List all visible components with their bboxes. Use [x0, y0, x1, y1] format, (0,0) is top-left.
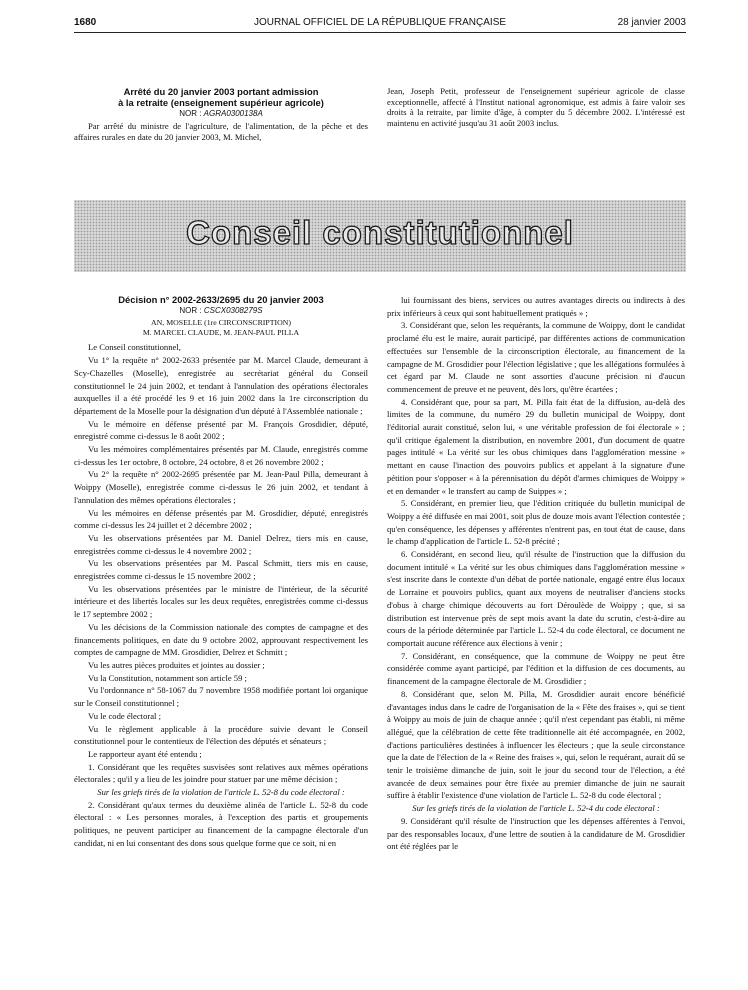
parties-line2: M. MARCEL CLAUDE, M. JEAN-PAUL PILLA [142, 328, 300, 338]
arrete-right-column [387, 86, 685, 129]
decision-nor-code: CSCX0308279S [203, 306, 263, 315]
decision-left-column [74, 294, 368, 850]
journal-title: JOURNAL OFFICIEL DE LA RÉPUBLIQUE FRANÇAISE [253, 17, 507, 28]
paragraph: Vu les observations présentées par M. Pascal Schmitt, tiers mis en cause, enregistrées comme ci-dessus le 15 novembre 2002 ; [74, 558, 368, 582]
paragraph: Vu les observations présentées par M. Daniel Delrez, tiers mis en cause, enregistrées comme ci-dessus le 4 novembre 2002 ; [74, 532, 368, 556]
arrete-title-line1: Arrêté du 20 janvier 2003 portant admission [123, 86, 319, 97]
paragraph: Vu les mémoires en défense présentés par M. Grosdidier, député, enregistrés comme ci-dessus les 24 juillet et 2 décembre 2002 ; [74, 507, 368, 531]
paragraph: 6. Considérant, en second lieu, qu'il résulte de l'instruction que la diffusion du document intitulé « La vérité sur les obus chimiques dans l'agglomération messine » s'est inscrite dans le contexte d'un débat de portée nationale, engagé entre élus locaux de Lorraine et pouvoirs publics, quant aux moyens de neutraliser d'anciens stocks d'obus à charge chimique découverts au fort Déroulède de Woippy ; que, si sa distribution est intervenue près de sept mois avant la date du scrutin, c'est-à-dire au cours de la période déterminée par l'article L. 52-4 du code électoral, ce document ne comportait aucune référence aux élections à venir ; [387, 549, 685, 648]
issue-date: 28 janvier 2003 [617, 17, 686, 28]
paragraph: 5. Considérant, en premier lieu, que l'édition critiquée du bulletin municipal de Woippy a été diffusée en mai 2001, soit plus de douze mois avant l'élection contestée ; qu'en conséquence, les dépenses y afférentes n'entrent pas, en tout état de cause, dans le champ d'application de l'article L. 52-8 précité ; [387, 498, 685, 547]
arrete-title-line2: à la retraite (enseignement supérieur agricole) [118, 97, 324, 108]
paragraph: 3. Considérant que, selon les requérants, la commune de Woippy, dont le candidat proclamé élu est le maire, aurait participé, par différentes actions de communication effectuées sur l'ensemble de la circonscription électorale, au financement de la campagne de M. Grosdidier pour l'élection législative ; que les allégations formulées à cet égard par M. Claude ne sont assorties d'aucune précision ni d'aucun commencement de preuve et ne peuvent, dès lors, qu'être écartées ; [387, 320, 685, 394]
paragraph: Vu les mémoires complémentaires présentés par M. Claude, enregistrés comme ci-dessus les 1er octobre, 8 octobre, 24 octobre, 8 et 26 novembre 2002 ; [74, 444, 368, 467]
right-paragraphs [387, 294, 685, 802]
arrete-nor-code: AGRA0300138A [203, 109, 263, 118]
paragraph: Vu l'ordonnance n° 58-1067 du 7 novembre 1958 modifiée portant loi organique sur le Conseil constitutionnel ; [74, 685, 368, 709]
right-subheading: Sur les griefs tirés de la violation de l'article L. 52-4 du code électoral : [412, 803, 660, 814]
banner-title: Conseil constitutionnel [186, 214, 574, 251]
paragraph: Vu le mémoire en défense présenté par M. François Grosdidier, député, enregistré comme ci-dessus le 8 août 2002 ; [74, 418, 368, 442]
page-header [74, 16, 686, 30]
section-banner [74, 200, 686, 272]
paragraph: Vu le règlement applicable à la procédure suivie devant le Conseil constitutionnel pour le contentieux de l'élection des députés et sénateurs ; [74, 723, 368, 747]
paragraph: Vu 1° la requête n° 2002-2633 présentée par M. Marcel Claude, demeurant à Scy-Chazelles (Moselle), enregistrée au secrétariat général du Conseil constitutionnel le 24 juin 2002, et tendant à l'annulation des opérations électorales auxquelles il a été procédé les 9 et 16 juin 2002 dans la 1re circonscription du département de la Moselle pour la désignation d'un député à l'Assemblée nationale ; [74, 355, 368, 416]
paragraph: Vu la Constitution, notamment son article 59 ; [88, 672, 247, 683]
decision-right-column [387, 294, 685, 853]
paragraph: Vu les décisions de la Commission nationale des comptes de campagne et des financements politiques, en date du 9 octobre 2002, approuvant respectivement les comptes de campagne de MM. Grosdidier, Delrez et Schmitt ; [74, 621, 368, 658]
page-number: 1680 [74, 17, 97, 28]
paragraph: Vu les autres pièces produites et jointes au dossier ; [88, 659, 265, 670]
paragraph: Vu les observations présentées par le ministre de l'intérieur, de la sécurité intérieure et des libertés locales sur les deux requêtes, enregistrées comme ci-dessus le 17 septembre 2002 ; [74, 583, 368, 620]
decision-nor-label: NOR : [179, 306, 204, 315]
header-rule [74, 32, 686, 33]
decision-nor [74, 305, 368, 316]
paragraph: Vu 2° la requête n° 2002-2695 présentée par M. Jean-Paul Pilla, demeurant à Woippy (Moselle), enregistrée comme ci-dessus le 26 juin 2002, et tendant à l'annulation des mêmes opérations électorales ; [74, 469, 368, 505]
parties-line1: AN, MOSELLE (1re CIRCONSCRIPTION) [151, 318, 291, 327]
left-subheading: Sur les griefs tirés de la violation de l'article L. 52-8 du code électoral : [97, 787, 345, 798]
left-final-paragraph: 2. Considérant qu'aux termes du deuxième alinéa de l'article L. 52-8 du code électoral : « Les personnes morales, à l'exception des partis et groupements politiques, ne peuvent participer au financement de la campagne électorale d'un candidat, ni en lui consentant des dons sous quelque forme que ce soit, ni en [74, 799, 368, 848]
paragraph: Le rapporteur ayant été entendu ; [88, 748, 202, 759]
arrete-text-right: Jean, Joseph Petit, professeur de l'enseignement supérieur agricole de classe exceptionnelle, affecté à l'Institut national agronomique, est admis à faire valoir ses droits à la retraite, par limite d'âge, à compter du 5 décembre 2002. L'intéressé est maintenu en activité jusqu'au 31 août 2003 inclus. [387, 86, 685, 129]
arrete-nor [74, 108, 368, 119]
decision-title: Décision n° 2002-2633/2695 du 20 janvier 2003 [118, 294, 324, 305]
paragraph: 4. Considérant que, pour sa part, M. Pilla fait état de la diffusion, au-delà des limites de la commune, du numéro 29 du bulletin municipal de Woippy, dont l'éditorial aurait constitué, selon lui, « une véritable profession de foi électorale » ; qu'il critique également la distribution, en novembre 2001, d'un document de quatre pages intitulé « La vérité sur les obus chimiques dans l'agglomération messine » mettant en cause l'inaction des pouvoirs publics et appelant à la signature d'une pétition pour s'opposer « à la pérennisation du dépôt d'armes chimiques de Woippy » et en demander « le transfert au camp de Suippes » ; [387, 396, 685, 496]
paragraph: 7. Considérant, en conséquence, que la commune de Woippy ne peut être considérée comme ayant participé, par l'édition et la diffusion de ces documents, au financement de la campagne électorale de M. Grosdidier ; [387, 650, 685, 687]
arrete-text-left: Par arrêté du ministre de l'agriculture, de l'alimentation, de la pêche et des affaires rurales en date du 20 janvier 2003, M. Michel, [74, 121, 368, 142]
arrete-left-column [74, 86, 368, 142]
paragraph: lui fournissant des biens, services ou autres avantages directs ou indirects à des prix inférieurs à ceux qui sont habituellement pratiqués » ; [387, 295, 685, 318]
right-final-paragraph: 9. Considérant qu'il résulte de l'instruction que les dépenses afférentes à l'envoi, par des responsables locaux, d'une lettre de soutien à la candidature de M. Grosdidier ont été réglées par le [387, 815, 685, 852]
paragraph: Le Conseil constitutionnel, [88, 342, 181, 353]
left-paragraphs [74, 341, 368, 786]
paragraph: Vu le code électoral ; [88, 710, 161, 721]
paragraph: 1. Considérant que les requêtes susvisées sont relatives aux mêmes opérations électorales ; qu'il y a lieu de les joindre pour statuer par une même décision ; [74, 761, 368, 785]
paragraph: 8. Considérant que, selon M. Pilla, M. Grosdidier aurait encore bénéficié d'avantages indus dans le cadre de l'organisation de la « Fête des fraises », qui se tient à Woippy au mois de juin de chaque année ; qu'il n'est cependant pas établi, ni même allégué, que la célébration de cette fête traditionnelle ait été accompagnée, en 2002, d'actions particulières destinées à influencer les électeurs ; que la seule circonstance que la date de l'élection de la « Reine des fraises », qui, selon le requérant, aurait dû se tenir le troisième dimanche de juin, soit le jour du second tour de l'élection, a été avancée de deux semaines pour être fixée au premier dimanche de juin ne saurait suffire à établir l'existence d'une violation de l'article L. 52-8 du code électoral ; [387, 688, 685, 801]
arrete-nor-label: NOR : [179, 109, 204, 118]
